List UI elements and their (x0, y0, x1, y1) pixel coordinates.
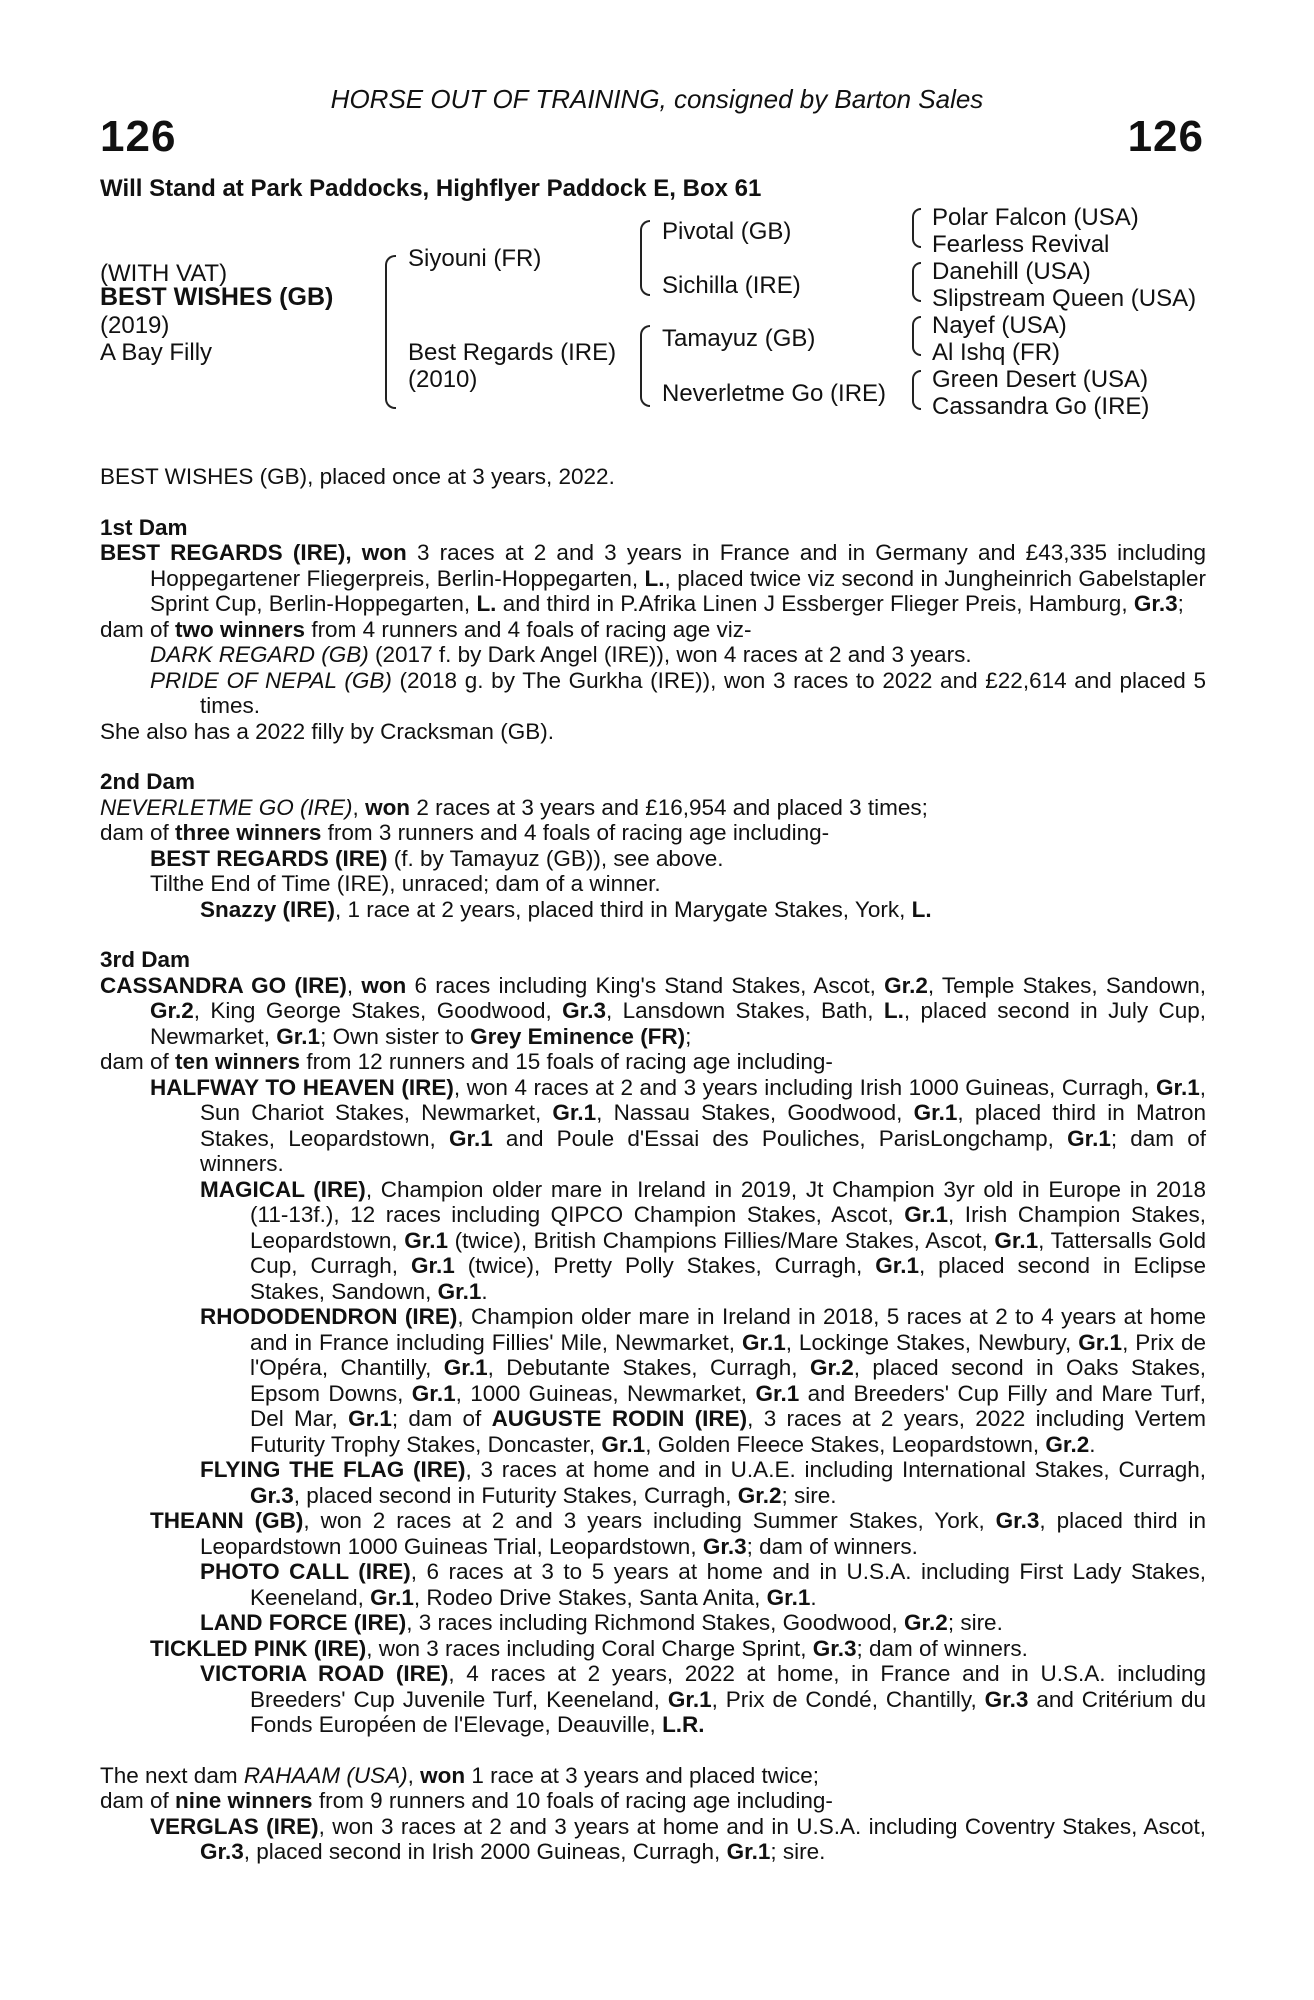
bold-text: L. (883, 998, 904, 1023)
text-run: . (810, 1584, 817, 1610)
text-run: from 12 runners and 15 foals of racing age including- (300, 1049, 833, 1074)
italic-text: DARK REGARD (GB) (150, 642, 369, 667)
bold-text: Gr.2 (737, 1482, 782, 1508)
bold-text: Gr.2 (150, 998, 194, 1023)
bold-text: Gr.1 (276, 1023, 321, 1049)
text-run: , 4 races at 2 years, 2022 at home, in France and in U.S.A. including Breeders' Cup Juvenile Turf, Keeneland, (250, 1661, 1207, 1712)
text-run: ; Own sister to (320, 1023, 471, 1049)
bold-text: Gr.1 (755, 1380, 800, 1406)
bold-text: THEANN (GB) (150, 1508, 304, 1533)
bold-text: Gr.3 (702, 1533, 747, 1559)
bold-text: Gr.1 (448, 1125, 493, 1151)
bold-text: Grey Eminence (FR) (470, 1023, 686, 1049)
lot-number-left: 126 (100, 112, 177, 161)
text-run: , won 3 races including Coral Charge Sprint, (366, 1635, 813, 1661)
text-run: , Sun Chariot Stakes, Newmarket, (200, 1074, 1206, 1125)
text-run: , King George Stakes, Goodwood, (193, 998, 563, 1023)
bold-text: Gr.3 (984, 1686, 1029, 1712)
italic-text: NEVERLETME GO (IRE) (100, 794, 353, 820)
text-run: ; sire. (947, 1610, 1003, 1635)
bold-text: Gr.1 (601, 1431, 646, 1457)
text-run: 2 races at 3 years and £16,954 and placed 3 times; (410, 794, 928, 820)
text-run: dam of (100, 1049, 176, 1074)
text-run: , (352, 794, 366, 820)
brace-sire-line (640, 220, 650, 296)
text-run: (2017 f. by Dark Angel (IRE)), won 4 races at 2 and 3 years. (368, 642, 972, 667)
text-run: , placed second in Eclipse Stakes, Sandown, (250, 1253, 1206, 1304)
text-run: (f. by Tamayuz (GB)), see above. (387, 845, 724, 871)
first-dam-produce-summary (100, 617, 1206, 643)
bold-text: Gr.1 (411, 1380, 456, 1406)
text-run: ; dam of winners. (746, 1533, 918, 1559)
pedigree-g4-6: Al Ishq (FR) (932, 339, 1061, 366)
text-run: 1 race at 3 years and placed twice; (465, 1762, 820, 1788)
text-run: , placed twice viz second in Jungheinrich Gabelstapler Sprint Cup, Berlin-Hoppegarten, (150, 565, 1206, 616)
bold-text: Gr.2 (809, 1355, 854, 1380)
catalogue-body (100, 464, 1206, 1865)
brace-g4-1 (912, 208, 921, 248)
bold-text: L. (644, 565, 665, 591)
text-run: , won 4 races at 2 and 3 years including Irish 1000 Guineas, Curragh, (453, 1074, 1156, 1100)
produce-entry (100, 1508, 1206, 1559)
pedigree-g4-2: Fearless Revival (932, 231, 1110, 258)
brace-g4-3 (912, 316, 921, 356)
bold-text: Gr.1 (348, 1406, 392, 1431)
bold-text: Gr.1 (1078, 1329, 1123, 1355)
next-dam-record (100, 1763, 1206, 1789)
consignment-line: HORSE OUT OF TRAINING, consigned by Barton Sales (330, 84, 984, 114)
bold-text: Gr.1 (741, 1329, 786, 1355)
bold-text: ten winners (175, 1049, 301, 1074)
horse-description: A Bay Filly (100, 339, 213, 366)
pedigree-sire-sire: Pivotal (GB) (662, 218, 792, 245)
text-run: , 1 race at 2 years, placed third in Marygate Stakes, York, (335, 896, 912, 922)
produce-entry (100, 1457, 1206, 1508)
bold-text: Gr.1 (875, 1253, 919, 1278)
bold-text: won (420, 1762, 466, 1788)
bold-text: two winners (175, 616, 306, 642)
bold-text: PHOTO CALL (IRE) (200, 1559, 411, 1584)
text-run: , 3 races including Richmond Stakes, Goodwood, (406, 1610, 905, 1635)
bold-text: VERGLAS (IRE) (150, 1813, 319, 1839)
pedigree-g4-5: Nayef (USA) (932, 312, 1067, 339)
text-run: 6 races including King's Stand Stakes, Ascot, (406, 972, 885, 998)
text-run: , Golden Fleece Stakes, Leopardstown, (645, 1431, 1046, 1457)
bold-text: Gr.1 (1155, 1074, 1200, 1100)
bold-text: Gr.1 (726, 1839, 771, 1864)
bold-text: Gr.1 (904, 1202, 949, 1227)
text-run: , 3 races at 2 years, 2022 including Vertem Futurity Trophy Stakes, Doncaster, (250, 1406, 1206, 1457)
text-run: , placed second in Irish 2000 Guineas, Curragh, (243, 1839, 727, 1864)
second-dam-record (100, 795, 1206, 821)
third-dam-produce-summary (100, 1049, 1206, 1075)
bold-text: Gr.1 (1067, 1125, 1111, 1151)
text-run: , Tattersalls Gold Cup, Curragh, (250, 1227, 1206, 1278)
text-run: from 4 runners and 4 foals of racing age viz- (305, 616, 752, 642)
text-run: , Lockinge Stakes, Newbury, (785, 1329, 1079, 1355)
bold-text: Gr.1 (994, 1227, 1039, 1253)
text-run: , placed second in Futurity Stakes, Curragh, (293, 1482, 738, 1508)
bold-text: AUGUSTE RODIN (IRE) (491, 1406, 748, 1431)
bold-text: Gr.3 (200, 1839, 244, 1864)
text-run: ; (1177, 591, 1184, 616)
second-dam-heading: 2nd Dam (100, 769, 196, 794)
text-run: The next dam (100, 1762, 244, 1788)
vat-note: (WITH VAT) (100, 260, 228, 287)
text-run: , won 3 races at 2 and 3 years at home and in U.S.A. including Coventry Stakes, Ascot, (318, 1813, 1206, 1839)
text-run: from 3 runners and 4 foals of racing age including- (321, 820, 830, 845)
bold-text: L. (911, 896, 932, 922)
text-run: , placed second in Oaks Stakes, Epsom Downs, (250, 1355, 1206, 1406)
produce-entry (100, 1177, 1206, 1305)
text-run: , Prix de Condé, Chantilly, (711, 1686, 985, 1712)
bold-text: VICTORIA ROAD (IRE) (200, 1661, 449, 1686)
bold-text: Gr.3 (1133, 591, 1178, 616)
stand-location: Will Stand at Park Paddocks, Highflyer Paddock E, Box 61 (100, 175, 762, 202)
next-dam-produce-summary (100, 1788, 1206, 1814)
text-run: (twice), Pretty Polly Stakes, Curragh, (454, 1253, 876, 1278)
pedigree-sire-dam: Sichilla (IRE) (662, 272, 801, 299)
produce-entry (100, 871, 1206, 897)
text-run: , Temple Stakes, Sandown, (927, 972, 1206, 998)
bold-text: Gr.1 (766, 1584, 811, 1610)
text-run: and Poule d'Essai des Pouliches, ParisLongchamp, (492, 1125, 1068, 1151)
text-run: , Rodeo Drive Stakes, Santa Anita, (413, 1584, 767, 1610)
bold-text: Gr.1 (552, 1100, 597, 1125)
bold-text: HALFWAY TO HEAVEN (IRE) (150, 1074, 454, 1100)
bold-text: Gr.1 (913, 1100, 958, 1125)
bold-text: Gr.1 (404, 1227, 448, 1253)
text-run: , placed third in Leopardstown 1000 Guineas Trial, Leopardstown, (200, 1508, 1207, 1559)
text-run: ; dam of winners. (856, 1635, 1028, 1661)
text-run: , Nassau Stakes, Goodwood, (596, 1100, 914, 1125)
text-run: and Critérium du Fonds Européen de l'Elevage, Deauville, (250, 1686, 1206, 1737)
pedigree-sire: Siyouni (FR) (408, 245, 542, 272)
produce-entry (100, 1636, 1206, 1662)
pedigree-dam-year: (2010) (408, 366, 478, 393)
bold-text: Gr.1 (437, 1278, 482, 1304)
bold-text: Gr.3 (812, 1635, 857, 1661)
pedigree-g4-3: Danehill (USA) (932, 258, 1091, 285)
produce-entry (100, 897, 1206, 923)
text-run: , placed second in July Cup, Newmarket, (150, 998, 1206, 1049)
bold-text: BEST REGARDS (IRE) (150, 845, 388, 871)
pedigree-g4-1: Polar Falcon (USA) (932, 204, 1139, 231)
bold-text: Gr.3 (995, 1508, 1040, 1533)
second-dam-produce-summary (100, 820, 1206, 846)
text-run: ; dam of winners. (200, 1125, 1206, 1176)
bold-text: Gr.3 (562, 998, 606, 1023)
text-run: , won 2 races at 2 and 3 years including Summer Stakes, York, (303, 1508, 996, 1533)
bold-text: Gr.3 (250, 1482, 294, 1508)
horse-year: (2019) (100, 312, 170, 339)
italic-text: PRIDE OF NEPAL (GB) (150, 667, 392, 693)
text-run: ; sire. (781, 1482, 837, 1508)
text-run: She also has a 2022 filly by Cracksman (GB). (100, 718, 554, 744)
text-run: ; dam of (391, 1406, 492, 1431)
text-run: and third in P.Afrika Linen J Essberger Flieger Preis, Hamburg, (496, 591, 1134, 616)
horse-name: BEST WISHES (GB) (100, 283, 334, 311)
text-run: 3 races at 2 and 3 years in France and in Germany and £43,335 including Hoppegartener Fliegerpreis, Berlin-Hoppegarten, (150, 540, 1206, 591)
text-run: . (481, 1278, 488, 1304)
text-run: , Irish Champion Stakes, Leopardstown, (250, 1202, 1207, 1253)
text-run: , placed third in Matron Stakes, Leopardstown, (200, 1100, 1206, 1151)
produce-entry (100, 1559, 1206, 1610)
third-dam-heading: 3rd Dam (100, 947, 191, 972)
produce-entry (100, 1304, 1206, 1457)
produce-entry (100, 1814, 1206, 1865)
bold-text: CASSANDRA GO (IRE) (100, 972, 347, 998)
bold-text: Snazzy (IRE) (200, 896, 336, 922)
text-run: and Breeders' Cup Filly and Mare Turf, Del Mar, (250, 1380, 1206, 1431)
lot-number-right: 126 (1127, 112, 1204, 161)
bold-text: L.R. (662, 1712, 705, 1737)
first-dam-heading: 1st Dam (100, 514, 188, 540)
bold-text: nine winners (175, 1788, 313, 1813)
bold-text: Gr.2 (904, 1610, 948, 1635)
bold-text: Gr.2 (1045, 1431, 1090, 1457)
bold-text: won (361, 972, 407, 998)
brace-sire-dam (385, 255, 396, 409)
produce-entry (100, 668, 1206, 719)
text-run: , Champion older mare in Ireland in 2018, 5 races at 2 to 4 years at home and in France including Fillies' Mile, Newmarket, (250, 1304, 1207, 1355)
performance-summary: BEST WISHES (GB), placed once at 3 years, 2022. (100, 464, 615, 489)
italic-text: RAHAAM (USA) (243, 1762, 408, 1788)
produce-entry (100, 1075, 1206, 1177)
bold-text: won (361, 540, 407, 565)
text-run: , (407, 1762, 421, 1788)
text-run: , 1000 Guineas, Newmarket, (455, 1380, 756, 1406)
text-run: , Prix de l'Opéra, Chantilly, (250, 1329, 1207, 1380)
text-run: dam of (100, 616, 176, 642)
pedigree-dam-sire: Tamayuz (GB) (662, 325, 816, 352)
bold-text: Gr.1 (370, 1584, 414, 1610)
produce-entry (100, 1661, 1206, 1738)
text-run: (twice), British Champions Fillies/Mare Stakes, Ascot, (447, 1227, 995, 1253)
bold-text: three winners (175, 820, 322, 845)
pedigree-dam: Best Regards (IRE) (408, 339, 617, 366)
pedigree-g4-4: Slipstream Queen (USA) (932, 285, 1197, 312)
bold-text: LAND FORCE (IRE) (200, 1610, 407, 1635)
text-run: , 3 races at home and in U.A.E. including International Stakes, Curragh, (465, 1457, 1206, 1482)
text-run: Tilthe End of Time (IRE), unraced; dam of a winner. (150, 871, 661, 896)
text-run: dam of (100, 1788, 176, 1813)
text-run: , Lansdown Stakes, Bath, (605, 998, 884, 1023)
produce-entry (100, 1610, 1206, 1636)
bold-text: MAGICAL (IRE) (200, 1176, 366, 1202)
bold-text: Gr.1 (667, 1686, 712, 1712)
text-run: , 6 races at 3 to 5 years at home and in U.S.A. including First Lady Stakes, Keeneland, (250, 1559, 1207, 1610)
third-dam-record (100, 973, 1206, 1050)
produce-entry (100, 642, 1206, 668)
bold-text: RHODODENDRON (IRE) (200, 1304, 458, 1329)
text-run: (2018 g. by The Gurkha (IRE)), won 3 races to 2022 and £22,614 and placed 5 times. (200, 667, 1206, 718)
brace-g4-4 (912, 370, 921, 410)
text-run: ; (685, 1023, 692, 1049)
bold-text: FLYING THE FLAG (IRE) (200, 1457, 466, 1482)
brace-g4-2 (912, 262, 921, 302)
pedigree-g4-7: Green Desert (USA) (932, 366, 1149, 393)
bold-text: Gr.2 (884, 972, 928, 998)
bold-text: BEST REGARDS (IRE), (100, 540, 362, 565)
text-run: from 9 runners and 10 foals of racing age including- (312, 1788, 833, 1813)
pedigree-g4-8: Cassandra Go (IRE) (932, 393, 1150, 420)
bold-text: L. (476, 591, 497, 616)
bold-text: won (365, 794, 411, 820)
produce-entry (100, 846, 1206, 872)
first-dam-record (100, 540, 1206, 617)
brace-dam-line (640, 325, 650, 407)
pedigree-dam-dam: Neverletme Go (IRE) (662, 380, 887, 407)
text-run: . (1089, 1431, 1096, 1457)
text-run: ; sire. (770, 1839, 826, 1864)
text-run: , Debutante Stakes, Curragh, (487, 1355, 810, 1380)
text-run: , (346, 972, 362, 998)
bold-text: Gr.1 (411, 1253, 455, 1278)
bold-text: TICKLED PINK (IRE) (150, 1635, 367, 1661)
text-run: dam of (100, 820, 176, 845)
text-run: , Champion older mare in Ireland in 2019, Jt Champion 3yr old in Europe in 2018 (11-13f.), 12 races including QIPCO Champion Stakes, Ascot, (250, 1176, 1207, 1227)
bold-text: Gr.1 (443, 1355, 488, 1380)
first-dam-note (100, 719, 1206, 745)
